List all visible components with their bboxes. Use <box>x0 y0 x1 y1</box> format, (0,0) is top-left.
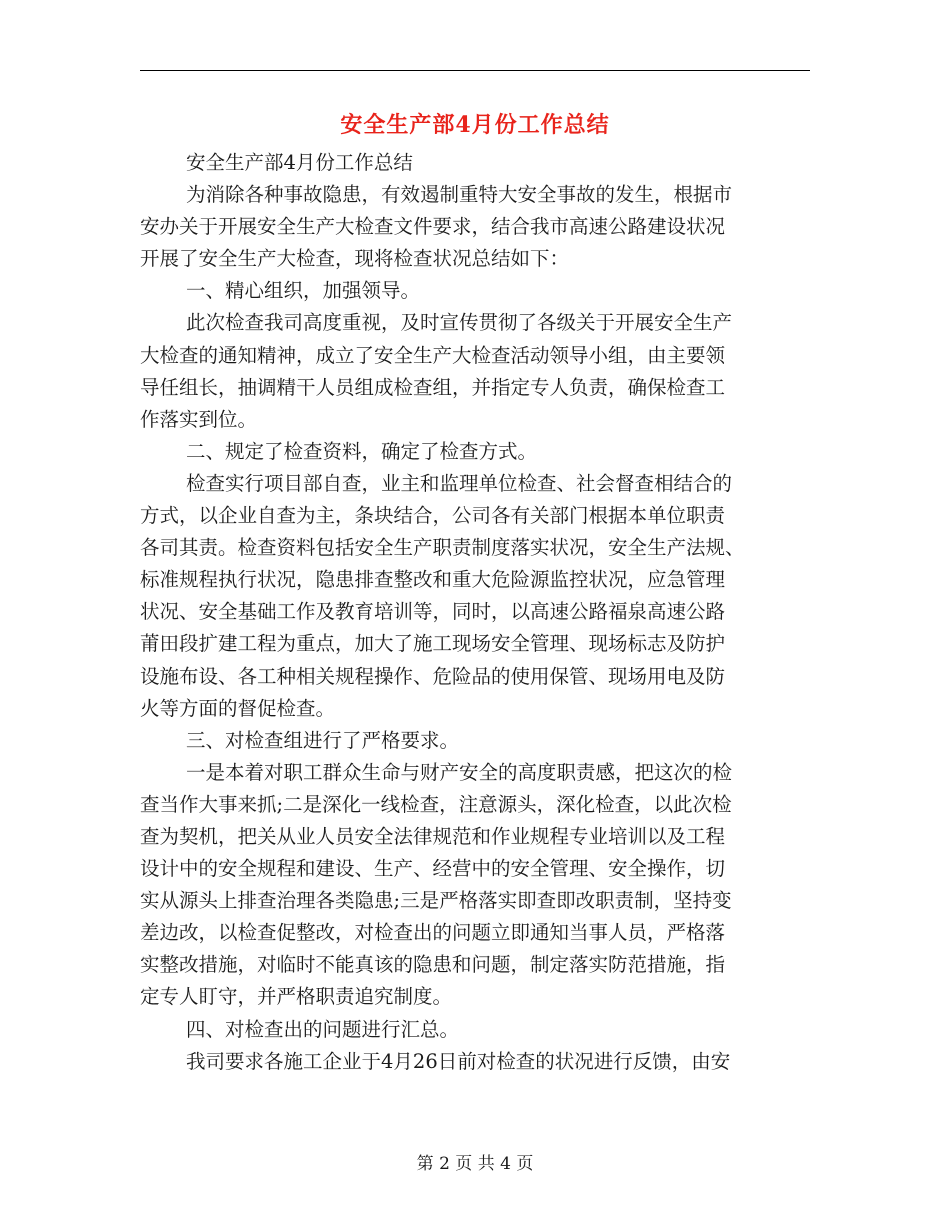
text-line: 设计中的安全规程和建设、生产、经营中的安全管理、安全操作，切 <box>140 857 726 881</box>
text-line: 方式，以企业自查为主，条块结合，公司各有关部门根据本单位职责 <box>140 504 726 528</box>
text-line: 实整改措施，对临时不能真该的隐患和问题，制定落实防范措施，指 <box>140 953 726 977</box>
text-line: 一、精心组织，加强领导。 <box>186 279 421 303</box>
header-rule <box>140 70 810 71</box>
text-line: 标准规程执行状况，隐患排查整改和重大危险源监控状况，应急管理 <box>140 568 726 592</box>
text-line: 实从源头上排查治理各类隐患;三是严格落实即查即改职责制，坚持变 <box>140 889 732 913</box>
document-title: 安全生产部4月份工作总结 <box>340 112 610 138</box>
text-line: 此次检查我司高度重视，及时宣传贯彻了各级关于开展安全生产 <box>186 311 733 335</box>
text-line: 安全生产部4月份工作总结 <box>186 151 413 174</box>
text-line: 安办关于开展安全生产大检查文件要求，结合我市高速公路建设状况 <box>140 215 726 239</box>
text-line: 设施布设、各工种相关规程操作、危险品的使用保管、现场用电及防 <box>140 664 726 688</box>
text-line: 二、规定了检查资料，确定了检查方式。 <box>186 439 538 463</box>
text-line: 查为契机，把关从业人员安全法律规范和作业规程专业培训以及工程 <box>140 824 726 848</box>
text-line: 火等方面的督促检查。 <box>140 696 336 720</box>
page-number-footer: 第 2 页 共 4 页 <box>416 1154 534 1174</box>
text-line: 各司其责。检查资料包括安全生产职责制度落实状况，安全生产法规、 <box>140 536 745 560</box>
text-line: 莆田段扩建工程为重点，加大了施工现场安全管理、现场标志及防护 <box>140 632 726 656</box>
text-line: 查当作大事来抓;二是深化一线检查，注意源头，深化检查，以此次检 <box>140 792 732 816</box>
text-line: 开展了安全生产大检查，现将检查状况总结如下： <box>140 247 570 271</box>
document-body <box>140 147 805 1078</box>
text-line: 导任组长，抽调精干人员组成检查组，并指定专人负责，确保检查工 <box>140 375 726 399</box>
text-line: 大检查的通知精神，成立了安全生产大检查活动领导小组，由主要领 <box>140 343 726 367</box>
text-line: 我司要求各施工企业于4月26日前对检查的状况进行反馈，由安 <box>186 1049 731 1073</box>
text-line: 为消除各种事故隐患，有效遏制重特大安全事故的发生，根据市 <box>186 183 733 207</box>
text-line: 一是本着对职工群众生命与财产安全的高度职责感，把这次的检 <box>186 760 733 784</box>
text-line: 差边改，以检查促整改，对检查出的问题立即通知当事人员，严格落 <box>140 921 726 945</box>
text-line: 定专人盯守，并严格职责追究制度。 <box>140 985 453 1009</box>
text-line: 检查实行项目部自查，业主和监理单位检查、社会督查相结合的 <box>186 471 733 495</box>
text-line: 三、对检查组进行了严格要求。 <box>186 728 460 752</box>
text-line: 四、对检查出的问题进行汇总。 <box>186 1017 460 1041</box>
text-line: 状况、安全基础工作及教育培训等，同时，以高速公路福泉高速公路 <box>140 600 726 624</box>
text-line: 作落实到位。 <box>140 407 258 431</box>
